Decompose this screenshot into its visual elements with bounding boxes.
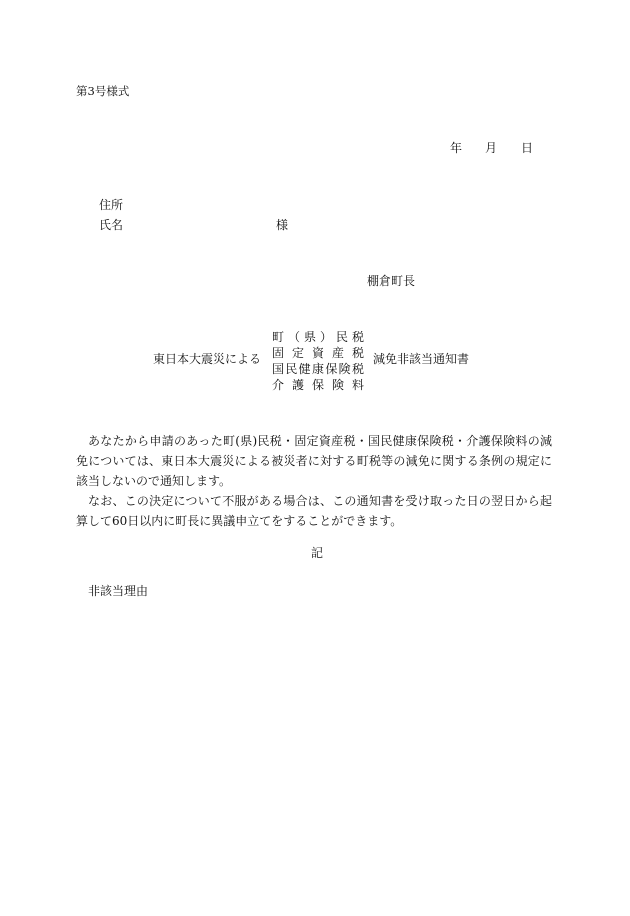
date-year-label: 年 <box>450 141 463 155</box>
tax-item: 介護保険料 <box>272 378 364 392</box>
form-number: 第3号様式 <box>76 84 130 98</box>
title-cause: 東日本大震災による <box>153 352 262 366</box>
date-month-label: 月 <box>485 141 498 155</box>
issuer: 棚倉町長 <box>367 274 416 288</box>
reason-label: 非該当理由 <box>88 584 149 598</box>
tax-item: 国民健康保険税 <box>272 362 364 376</box>
body-text <box>76 431 552 531</box>
body-paragraph: あなたから申請のあった町(県)民税・固定資産税・国民健康保険税・介護保険料の減免については、東日本大震災による被災者に対する町税等の減免に関する条例の規定に該当しないので通知します。 <box>76 434 552 488</box>
ki-heading: 記 <box>311 546 324 560</box>
date-day-label: 日 <box>521 141 534 155</box>
name-label: 氏名 <box>99 218 124 232</box>
body-paragraph: なお、この決定について不服がある場合は、この通知書を受け取った日の翌日から起算して60日以内に町長に異議申立てをすることができます。 <box>76 494 552 528</box>
address-label: 住所 <box>99 198 124 212</box>
honorific: 様 <box>276 218 289 232</box>
notice-title: 減免非該当通知書 <box>373 352 470 366</box>
tax-item: 町（県）民税 <box>272 330 364 344</box>
tax-item: 固定資産税 <box>272 346 364 360</box>
